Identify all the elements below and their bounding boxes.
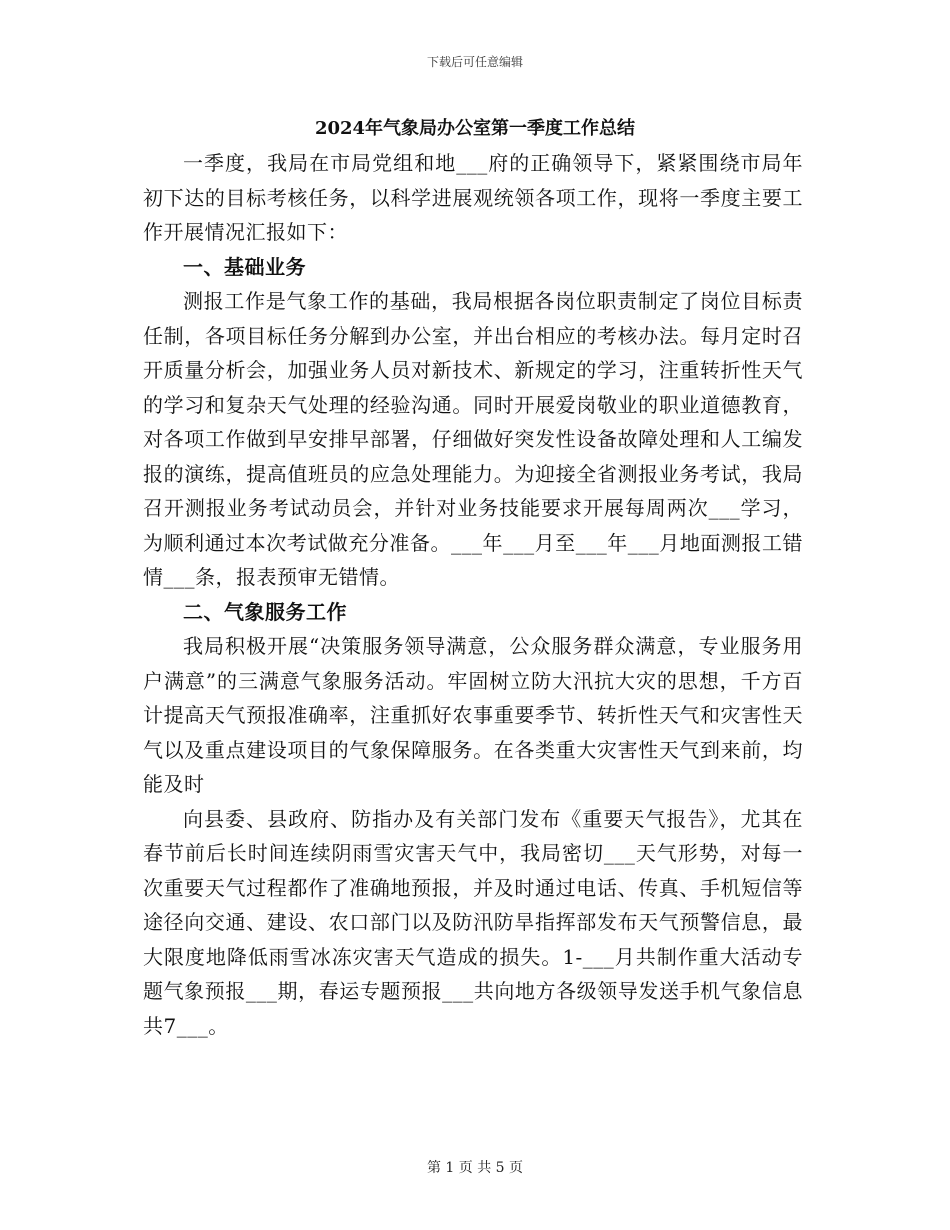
weather-service-paragraph-1: 我局积极开展“决策服务领导满意，公众服务群众满意，专业服务用户满意”的三满意气象服务活动。牢固树立防大汛抗大灾的思想，千方百计提高天气预报准确率，注重抓好农事重要季节、转折性天气和灾害性天气以及重点建设项目的气象保障服务。在各类重大灾害性天气到来前，均能及时 — [143, 634, 803, 796]
section-heading-basic-business: 一、基础业务 — [183, 254, 306, 279]
header-note: 下载后可任意编辑 — [426, 55, 523, 69]
weather-service-paragraph-2: 向县委、县政府、防指办及有关部门发布《重要天气报告》，尤其在春节前后长时间连续阴雨雪灾害天气中，我局密切___天气形势，对每一次重要天气过程都作了准确地预报，并及时通过电话、传真、手机短信等途径向交通、建设、农口部门以及防汛防旱指挥部发布天气预警信息，最大限度地降低雨雪冰冻灾害天气造成的损失。1-___月共制作重大活动专题气象预报___期，春运专题预报___共向地方各级领导发送手机气象信息共7___。 — [143, 806, 803, 1038]
section-heading-weather-service: 二、气象服务工作 — [183, 599, 347, 624]
document-body — [143, 146, 803, 1043]
basic-business-paragraph: 测报工作是气象工作的基础，我局根据各岗位职责制定了岗位目标责任制，各项目标任务分解到办公室，并出台相应的考核办法。每月定时召开质量分析会，加强业务人员对新技术、新规定的学习，注重转折性天气的学习和复杂天气处理的经验沟通。同时开展爱岗敬业的职业道德教育，对各项工作做到早安排早部署，仔细做好突发性设备故障处理和人工编发报的演练，提高值班员的应急处理能力。为迎接全省测报业务考试，我局召开测报业务考试动员会，并针对业务技能要求开展每周两次___学习，为顺利通过本次考试做充分准备。___年___月至___年___月地面测报工错情___条，报表预审无错情。 — [143, 289, 803, 589]
document-title: 2024年气象局办公室第一季度工作总结 — [314, 118, 636, 139]
page-number-footer: 第 1 页 共 5 页 — [426, 1160, 524, 1176]
intro-paragraph: 一季度，我局在市局党组和地___府的正确领导下，紧紧围绕市局年初下达的目标考核任务，以科学进展观统领各项工作，现将一季度主要工作开展情况汇报如下： — [143, 151, 803, 244]
